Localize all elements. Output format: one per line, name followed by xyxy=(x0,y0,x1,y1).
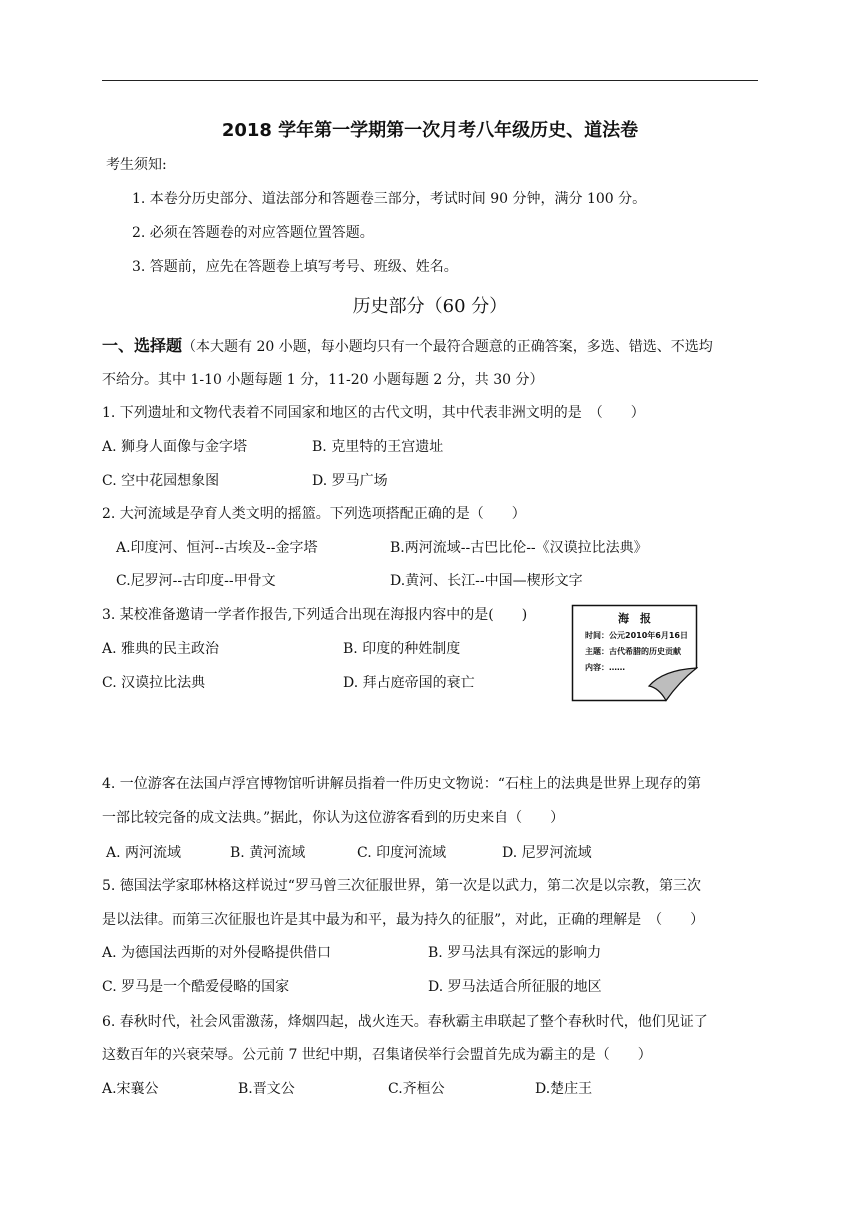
notice-label: 考生须知: xyxy=(106,157,167,173)
poster-title: 海 报 xyxy=(618,612,651,625)
q6-option-d: D.楚庄王 xyxy=(535,1081,593,1097)
q1-option-b: B. 克里特的王宫遗址 xyxy=(312,439,444,455)
q5-option-c: C. 罗马是一个酷爱侵略的国家 xyxy=(102,979,290,995)
q1-option-d: D. 罗马广场 xyxy=(312,473,388,489)
q4-option-b: B. 黄河流域 xyxy=(230,845,306,861)
q3-option-b: B. 印度的种姓制度 xyxy=(343,641,461,657)
notice-item-1: 1. 本卷分历史部分、道法部分和答题卷三部分，考试时间 90 分钟，满分 100 分。 xyxy=(132,191,647,207)
q4-option-c: C. 印度河流域 xyxy=(357,845,447,861)
part1-intro xyxy=(102,336,713,357)
part1-desc-line1: （本大题有 20 小题，每小题均只有一个最符合题意的正确答案，多选、错选、不选均 xyxy=(182,339,713,355)
q2-stem: 2. 大河流域是孕育人类文明的摇篮。下列选项搭配正确的是（ ） xyxy=(102,506,526,522)
q4-option-d: D. 尼罗河流域 xyxy=(502,845,592,861)
q1-stem: 1. 下列遗址和文物代表着不同国家和地区的古代文明，其中代表非洲文明的是 （ ） xyxy=(102,405,645,421)
q4-option-a: A. 两河流域 xyxy=(106,845,182,861)
q1-option-c: C. 空中花园想象图 xyxy=(102,473,220,489)
q6-stem-line2: 这数百年的兴衰荣辱。公元前 7 世纪中期，召集诸侯举行会盟首先成为霸主的是（ ） xyxy=(102,1047,652,1063)
q5-stem-line1: 5. 德国法学家耶林格这样说过“罗马曾三次征服世界，第一次是以武力，第二次是以宗教，第三次 xyxy=(102,878,701,894)
q5-stem-line2: 是以法律。而第三次征服也许是其中最为和平，最为持久的征服”，对此，正确的理解是 （ ） xyxy=(102,912,705,928)
q2-option-b: B.两河流域--古巴比伦--《汉谟拉比法典》 xyxy=(390,540,648,556)
q5-option-d: D. 罗马法适合所征服的地区 xyxy=(428,979,602,995)
poster-image xyxy=(571,604,698,702)
poster-time: 时间：公元2010年6月16日 xyxy=(585,631,688,640)
part1-heading: 一、选择题 xyxy=(102,336,183,355)
q3-option-c: C. 汉谟拉比法典 xyxy=(102,675,206,691)
q3-option-d: D. 拜占庭帝国的衰亡 xyxy=(343,675,475,691)
q2-option-c: C.尼罗河--古印度--甲骨文 xyxy=(116,573,276,589)
q1-option-a: A. 狮身人面像与金字塔 xyxy=(102,439,248,455)
q3-option-a: A. 雅典的民主政治 xyxy=(102,641,220,657)
q5-option-a: A. 为德国法西斯的对外侵略提供借口 xyxy=(102,945,332,961)
q5-option-b: B. 罗马法具有深远的影响力 xyxy=(428,945,602,961)
header-rule xyxy=(102,80,758,81)
page-title: 2018 学年第一学期第一次月考八年级历史、道法卷 xyxy=(221,120,639,141)
q2-option-a: A.印度河、恒河--古埃及--金字塔 xyxy=(116,540,318,556)
poster-topic: 主题：古代希腊的历史贡献 xyxy=(585,647,681,656)
q6-option-c: C.齐桓公 xyxy=(388,1081,445,1097)
q4-stem-line1: 4. 一位游客在法国卢浮宫博物馆听讲解员指着一件历史文物说：“石柱上的法典是世界上现存的第 xyxy=(102,776,701,792)
q4-stem-line2: 一部比较完备的成文法典。”据此，你认为这位游客看到的历史来自（ ） xyxy=(102,810,565,826)
part1-desc-line2: 不给分。其中 1-10 小题每题 1 分，11-20 小题每题 2 分，共 30 分） xyxy=(102,372,544,388)
poster-content: 内容：…… xyxy=(585,663,625,672)
q6-option-a: A.宋襄公 xyxy=(102,1081,159,1097)
notice-item-3: 3. 答题前，应先在答题卷上填写考号、班级、姓名。 xyxy=(132,259,458,275)
notice-item-2: 2. 必须在答题卷的对应答题位置答题。 xyxy=(132,225,374,241)
q6-stem-line1: 6. 春秋时代，社会风雷激荡，烽烟四起，战火连天。春秋霸主串联起了整个春秋时代，他们见证了 xyxy=(102,1014,708,1030)
q6-option-b: B.晋文公 xyxy=(238,1081,295,1097)
q2-option-d: D.黄河、长江--中国—楔形文字 xyxy=(390,573,583,589)
q3-stem: 3. 某校准备邀请一学者作报告,下列适合出现在海报内容中的是( ) xyxy=(102,607,528,623)
section-title: 历史部分（60 分） xyxy=(352,296,508,317)
